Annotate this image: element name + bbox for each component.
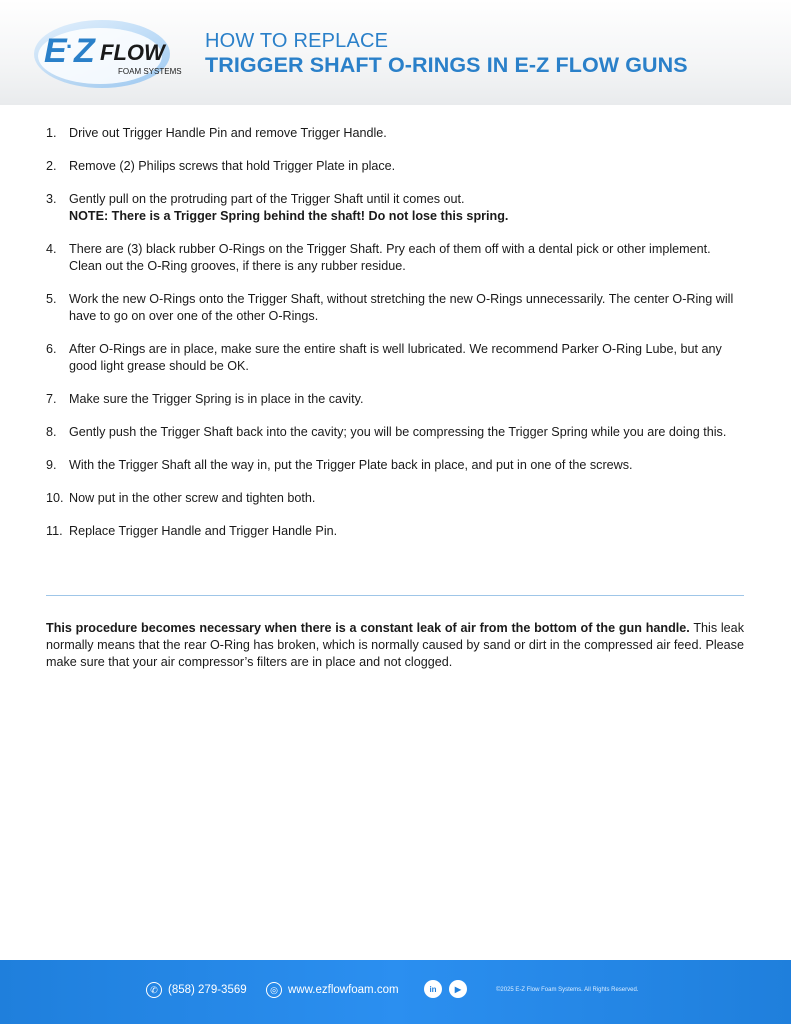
step-text: There are (3) black rubber O-Rings on the Trigger Shaft. Pry each of them off with a dental pick or other implement. Clean out the O-Ring grooves, if there is any rubber residue. [69,242,711,273]
page-title: TRIGGER SHAFT O-RINGS IN E-Z FLOW GUNS [205,53,688,77]
page-header [0,0,791,105]
step-text: Replace Trigger Handle and Trigger Handle Pin. [69,524,338,538]
closing-paragraph [46,620,744,671]
step-number: 10. [46,491,64,505]
website-url: www.ezflowfoam.com [288,984,399,996]
step-item [46,191,746,225]
step-number: 7. [46,392,57,406]
page-title-prefix: HOW TO REPLACE [205,30,389,52]
step-item [46,241,746,275]
instruction-steps [46,125,746,556]
svg-text:FLOW: FLOW [100,40,165,65]
step-item [46,341,746,375]
step-item [46,391,746,408]
step-number: 11. [46,524,63,538]
step-note: NOTE: There is a Trigger Spring behind the shaft! Do not lose this spring. [69,209,509,223]
step-item [46,158,746,175]
step-number: 1. [46,126,57,140]
step-text: With the Trigger Shaft all the way in, put the Trigger Plate back in place, and put in one of the screws. [69,458,633,472]
website-link[interactable] [266,980,399,1000]
page-footer [0,960,791,1024]
step-text: Work the new O-Rings onto the Trigger Shaft, without stretching the new O-Rings unnecessarily. The center O-Ring will have to go on over one of the other O-Rings. [69,292,734,323]
step-number: 2. [46,159,57,173]
step-text: Gently push the Trigger Shaft back into the cavity; you will be compressing the Trigger Spring while you are doing this. [69,425,727,439]
step-item [46,523,746,540]
phone-icon: ✆ [146,982,162,998]
step-text: Drive out Trigger Handle Pin and remove Trigger Handle. [69,126,387,140]
step-number: 3. [46,192,57,206]
step-item [46,490,746,507]
linkedin-icon[interactable]: in [424,980,442,998]
step-item [46,291,746,325]
step-text: Remove (2) Philips screws that hold Trigger Plate in place. [69,159,396,173]
svg-text:·: · [66,34,74,59]
step-item [46,125,746,142]
step-number: 5. [46,292,57,306]
step-number: 9. [46,458,57,472]
phone-link[interactable] [146,980,247,1000]
copyright-text: ©2025 E-Z Flow Foam Systems. All Rights Reserved. [496,987,639,993]
step-text: Make sure the Trigger Spring is in place in the cavity. [69,392,364,406]
social-links [424,980,474,998]
step-number: 4. [46,242,57,256]
globe-icon: ◎ [266,982,282,998]
svg-text:FOAM SYSTEMS: FOAM SYSTEMS [118,67,182,76]
step-text: After O-Rings are in place, make sure the entire shaft is well lubricated. We recommend Parker O-Ring Lube, but any good light grease should be OK. [69,342,722,373]
svg-text:Z: Z [74,32,95,70]
step-item [46,424,746,441]
closing-text: This leak normally means that the rear O-Ring has broken, which is normally caused by sand or dirt in the compressed air feed. Please make sure that your air compressor’s filters are in place and not clogged. [46,621,744,669]
step-item [46,457,746,474]
step-text: Gently pull on the protruding part of the Trigger Shaft until it comes out. [69,192,465,206]
step-content [69,191,746,225]
youtube-icon[interactable]: ▶ [449,980,467,998]
section-divider [46,595,744,596]
step-number: 8. [46,425,57,439]
title-block [205,30,688,78]
closing-bold-text: This procedure becomes necessary when there is a constant leak of air from the bottom of the gun handle. [46,621,690,635]
ezflow-logo [30,14,190,92]
step-number: 6. [46,342,57,356]
svg-text:E: E [44,32,67,70]
step-text: Now put in the other screw and tighten both. [69,491,316,505]
phone-number: (858) 279-3569 [168,984,247,996]
